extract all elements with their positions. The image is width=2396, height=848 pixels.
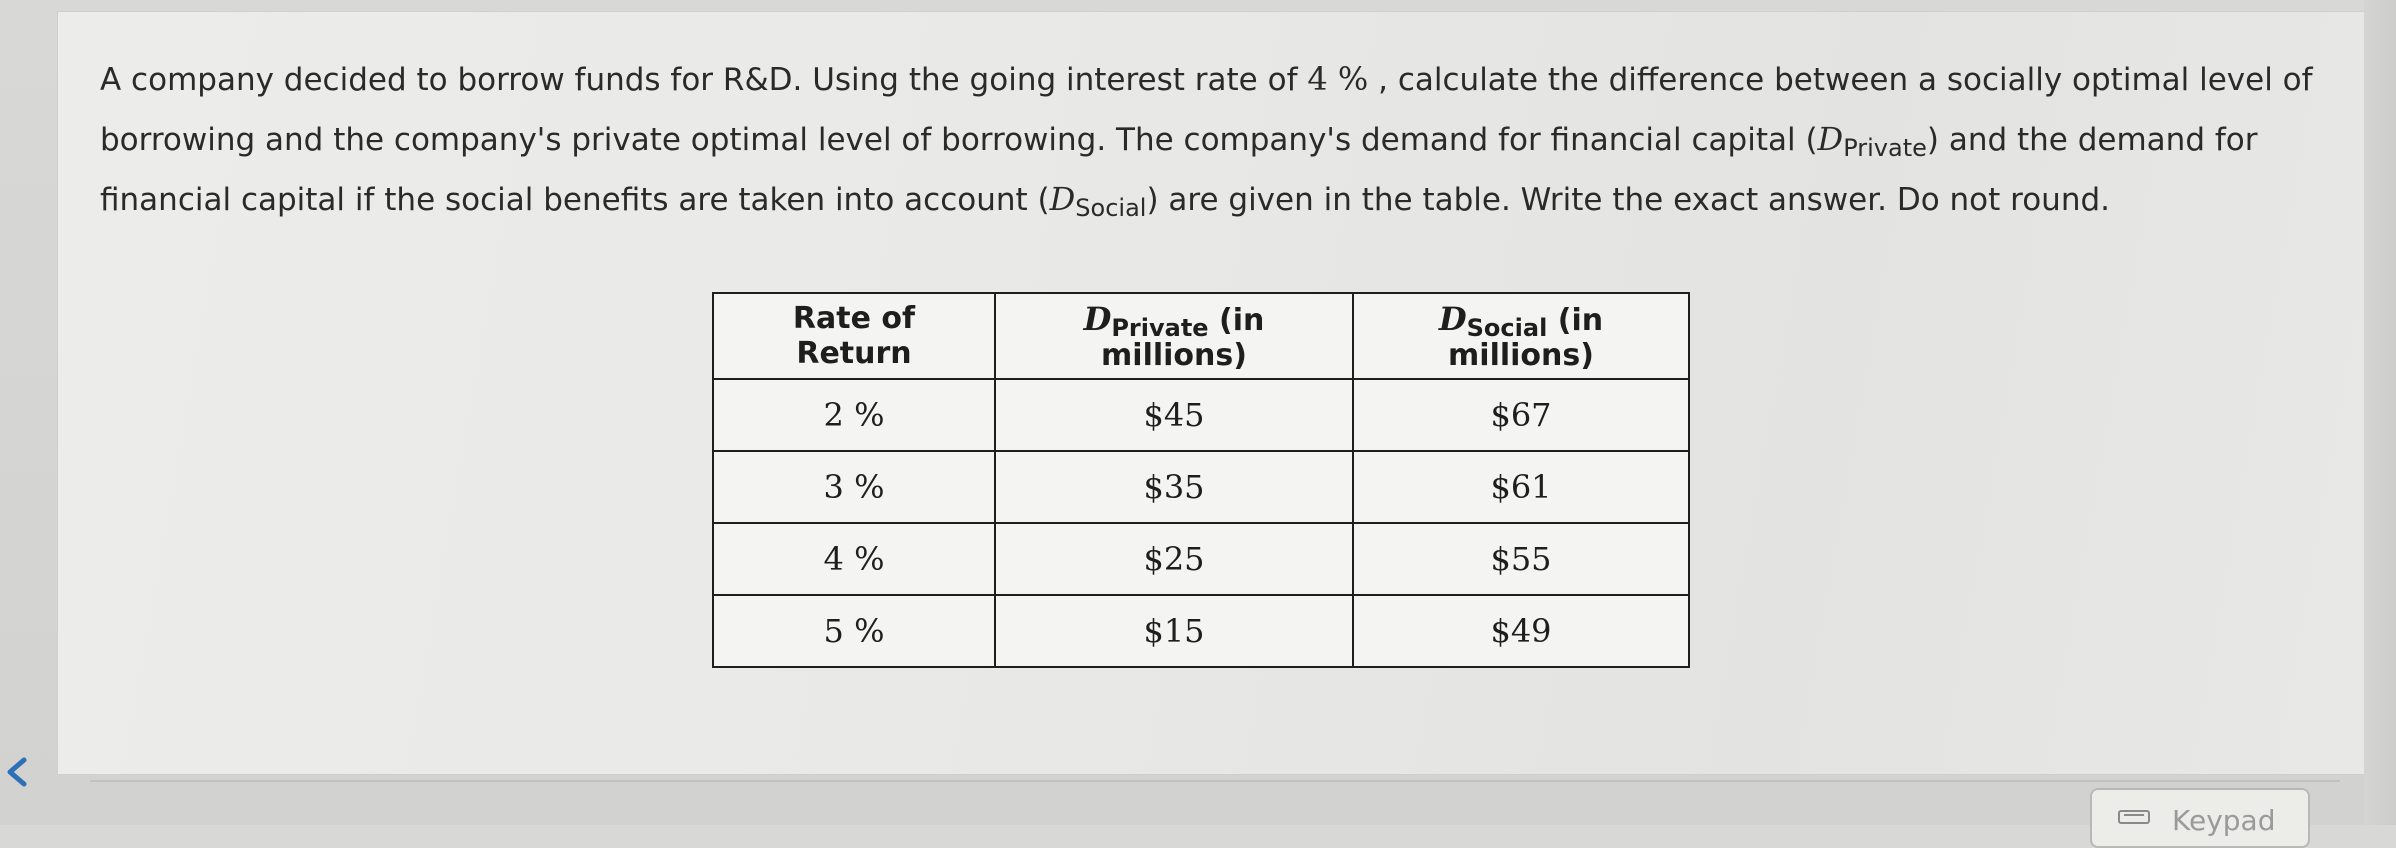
header-private-suffix: (in millions) [1101,302,1265,373]
question-part-2: , calculate the difference between a socially optimal level of borrowing and the company's private optimal level of borrowing. The company's demand for financial capital ( [100,62,2313,158]
table-row [713,523,1689,595]
section-divider [90,780,2340,782]
window-edge [2364,0,2396,825]
d-social-symbol: D [1049,180,1076,218]
header-social-symbol: D [1438,299,1467,338]
question-part-4: ) are given in the table. Write the exact answer. Do not round. [1146,182,2111,218]
chevron-left-icon [2,752,32,792]
keypad-label: Keypad [2172,804,2276,837]
table-row [713,379,1689,451]
cell-rate: 3 % [713,451,995,523]
cell-social: $55 [1353,523,1689,595]
cell-private: $25 [995,523,1353,595]
interest-rate-value: 4 % [1307,60,1369,98]
header-social-suffix: (in millions) [1448,302,1604,373]
cell-rate: 4 % [713,523,995,595]
header-social-subscript: Social [1466,313,1548,342]
header-private-subscript: Private [1111,313,1209,342]
table-row [713,595,1689,667]
cell-rate: 5 % [713,595,995,667]
question-text [100,50,2320,230]
private-subscript: Private [1843,134,1927,162]
header-rate-of-return: Rate of Return [713,293,995,379]
cell-private: $35 [995,451,1353,523]
cell-private: $15 [995,595,1353,667]
cell-private: $45 [995,379,1353,451]
keypad-button[interactable] [2090,788,2310,848]
question-part-1: A company decided to borrow funds for R&D. Using the going interest rate of [100,62,1308,98]
cell-social: $67 [1353,379,1689,451]
table-header-row [713,293,1689,379]
table-row [713,451,1689,523]
header-d-social [1353,293,1689,379]
header-private-symbol: D [1083,299,1112,338]
cell-rate: 2 % [713,379,995,451]
keyboard-icon [2118,810,2150,824]
back-button[interactable] [2,752,32,792]
social-subscript: Social [1075,194,1147,222]
question-part-3: ) and the demand for financial capital if the social benefits are taken into account ( [100,122,2258,218]
cell-social: $61 [1353,451,1689,523]
cell-social: $49 [1353,595,1689,667]
header-d-private [995,293,1353,379]
demand-table [712,292,1690,668]
d-private-symbol: D [1817,120,1844,158]
